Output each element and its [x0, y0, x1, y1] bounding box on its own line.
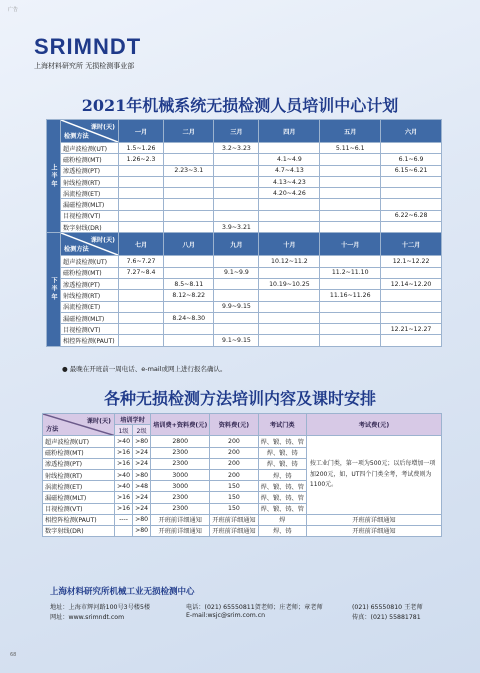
method-name: 涡流检测(ET): [61, 188, 119, 199]
corner-bottom-label: 检测方法: [64, 133, 89, 140]
date-range-cell: [164, 176, 214, 187]
date-range-cell: 6.15~6.21: [381, 165, 442, 176]
date-range-cell: [214, 290, 259, 301]
material-fee-header: 资料费(元): [210, 414, 258, 436]
material-fee: 200: [210, 469, 258, 480]
training-fee: 2800: [151, 436, 210, 447]
date-range-cell: [164, 335, 214, 346]
date-range-cell: 11.16~11.26: [320, 290, 381, 301]
method-name: 超声波检测(UT): [61, 256, 119, 267]
date-range-cell: [119, 324, 164, 335]
date-range-cell: [259, 290, 320, 301]
table-row: [47, 278, 442, 289]
month-header: 三月: [214, 120, 259, 143]
table-row: [47, 290, 442, 301]
date-range-cell: [320, 199, 381, 210]
training-fee: 2300: [151, 503, 210, 514]
table-row: [47, 210, 442, 221]
date-range-cell: [214, 165, 259, 176]
date-range-cell: [381, 199, 442, 210]
corner-top-label: 课时(天): [90, 237, 115, 245]
table-row: [47, 165, 442, 176]
level2-hours: >48: [133, 481, 151, 492]
date-range-cell: [259, 324, 320, 335]
level1-hours: >16: [115, 447, 133, 458]
method-name: 射线检测(RT): [61, 176, 119, 187]
level2-hours: >24: [133, 447, 151, 458]
corner-header: [43, 414, 115, 436]
date-range-cell: [381, 290, 442, 301]
schedule-header-row: [47, 233, 442, 256]
training-fee: 3000: [151, 481, 210, 492]
method-name: 磁粉检测(MT): [61, 267, 119, 278]
table-row: [47, 335, 442, 346]
course-fee-table: [42, 413, 442, 537]
method-name: 射线检测(RT): [61, 290, 119, 301]
exam-category: 焊、锻、铸、管: [258, 492, 306, 503]
date-range-cell: [119, 188, 164, 199]
date-range-cell: 12.14~12.20: [381, 278, 442, 289]
date-range-cell: 3.2~3.23: [214, 143, 259, 154]
date-range-cell: [164, 256, 214, 267]
training-fee-header: 培训费+资料费(元): [151, 414, 210, 436]
date-range-cell: [320, 301, 381, 312]
logo: [34, 34, 141, 71]
level1-hours: [115, 525, 133, 536]
date-range-cell: [164, 301, 214, 312]
corner-header: [61, 233, 119, 256]
date-range-cell: [320, 278, 381, 289]
level1-hours: >40: [115, 481, 133, 492]
exam-fee-note: 按工业门类，第一项为500元；以后每增加一项加200元，如，UT四个门类全考，考试费则为1100元。: [306, 436, 441, 514]
method-name: 漏磁检测(MLT): [61, 199, 119, 210]
date-range-cell: 2.23~3.1: [164, 165, 214, 176]
date-range-cell: 10.19~10.25: [259, 278, 320, 289]
method-name: 目视检测(VT): [61, 324, 119, 335]
training-fee: 3000: [151, 469, 210, 480]
month-header: 十二月: [381, 233, 442, 256]
corner-top-label: 课时(天): [86, 418, 111, 425]
table-row: [43, 436, 442, 447]
date-range-cell: 10.12~11.2: [259, 256, 320, 267]
date-range-cell: 4.7~4.13: [259, 165, 320, 176]
table-row: [47, 176, 442, 187]
method-name: 渗透检测(PT): [43, 458, 115, 469]
exam-category: 焊: [258, 514, 306, 525]
material-fee: 200: [210, 436, 258, 447]
exam-category: 焊、锻、铸、管: [258, 481, 306, 492]
date-range-cell: [164, 222, 214, 233]
level2-hours: >24: [133, 503, 151, 514]
page-title: 2021年机械系统无损检测人员培训中心计划: [81, 96, 399, 115]
date-range-cell: 12.21~12.27: [381, 324, 442, 335]
date-range-cell: 8.5~8.11: [164, 278, 214, 289]
date-range-cell: [320, 154, 381, 165]
corner-bottom-label: 检测方法: [64, 246, 89, 254]
date-range-cell: 8.24~8.30: [164, 312, 214, 323]
level2-hours: >24: [133, 492, 151, 503]
date-range-cell: [164, 210, 214, 221]
table-row: [43, 514, 442, 525]
material-fee: 150: [210, 492, 258, 503]
date-range-cell: 6.22~6.28: [381, 210, 442, 221]
level2-hours: >24: [133, 458, 151, 469]
exam-category: 焊、锻、铸: [258, 447, 306, 458]
method-name: 漏磁检测(MLT): [43, 492, 115, 503]
method-name: 目视检测(VT): [43, 503, 115, 514]
date-range-cell: [381, 312, 442, 323]
date-range-cell: 7.27~8.4: [119, 267, 164, 278]
level2-hours: >80: [133, 514, 151, 525]
date-range-cell: [214, 176, 259, 187]
date-range-cell: [164, 188, 214, 199]
exam-category: 焊、铸: [258, 469, 306, 480]
table-row: [47, 199, 442, 210]
date-range-cell: [164, 199, 214, 210]
date-range-cell: [320, 256, 381, 267]
training-fee: 2300: [151, 492, 210, 503]
exam-category: 焊、锻、铸: [258, 458, 306, 469]
date-range-cell: [259, 222, 320, 233]
training-hours-header: 培训学时: [115, 414, 151, 425]
method-name: 渗透检测(PT): [61, 165, 119, 176]
date-range-cell: [259, 199, 320, 210]
date-range-cell: [119, 312, 164, 323]
date-range-cell: 4.1~4.9: [259, 154, 320, 165]
date-range-cell: 11.2~11.10: [320, 267, 381, 278]
month-header: 一月: [119, 120, 164, 143]
method-name: 超声波检测(UT): [61, 143, 119, 154]
footer-website: 网址：www.srimndt.com: [50, 614, 125, 621]
material-fee: 150: [210, 503, 258, 514]
material-fee: 开班前详细通知: [210, 514, 258, 525]
method-name: 涡流检测(ET): [43, 481, 115, 492]
date-range-cell: [381, 267, 442, 278]
method-name: 目视检测(VT): [61, 210, 119, 221]
exam-fee-header: 考试费(元): [306, 414, 441, 436]
date-range-cell: 1.5~1.26: [119, 143, 164, 154]
table-row: [47, 143, 442, 154]
level1-hours: >40: [115, 469, 133, 480]
logo-subtitle: 上海材料研究所 无损检测事业部: [34, 62, 135, 70]
date-range-cell: [320, 165, 381, 176]
date-range-cell: 8.12~8.22: [164, 290, 214, 301]
level2-hours: >80: [133, 469, 151, 480]
corner-top-label: 课时(天): [90, 124, 115, 131]
method-name: 射线检测(RT): [43, 469, 115, 480]
course-header-row: [43, 414, 442, 425]
date-range-cell: [214, 256, 259, 267]
date-range-cell: 9.1~9.15: [214, 335, 259, 346]
month-header: 八月: [164, 233, 214, 256]
training-fee: 2300: [151, 458, 210, 469]
date-range-cell: [214, 188, 259, 199]
month-header: 十一月: [320, 233, 381, 256]
date-range-cell: 4.20~4.26: [259, 188, 320, 199]
method-name: 相控阵检测(PAUT): [61, 335, 119, 346]
material-fee: 200: [210, 458, 258, 469]
date-range-cell: 7.6~7.27: [119, 256, 164, 267]
page-number: 68: [10, 652, 17, 658]
level2-hours: >80: [133, 436, 151, 447]
material-fee: 200: [210, 447, 258, 458]
date-range-cell: [320, 188, 381, 199]
method-name: 涡流检测(ET): [61, 301, 119, 312]
date-range-cell: [119, 301, 164, 312]
date-range-cell: 9.1~9.9: [214, 267, 259, 278]
method-name: 相控阵检测(PAUT): [43, 514, 115, 525]
month-header: 二月: [164, 120, 214, 143]
date-range-cell: [214, 312, 259, 323]
level1-hours: >16: [115, 458, 133, 469]
ad-tag: 广告: [8, 7, 19, 13]
schedule-header-row: [47, 120, 442, 143]
footer-email: E-mail:wsjc@srim.com.cn: [186, 612, 266, 619]
date-range-cell: [320, 324, 381, 335]
date-range-cell: [320, 312, 381, 323]
date-range-cell: [214, 278, 259, 289]
level1-hours: ----: [115, 514, 133, 525]
date-range-cell: [259, 267, 320, 278]
month-header: 九月: [214, 233, 259, 256]
training-schedule-table: [46, 119, 442, 347]
date-range-cell: [119, 222, 164, 233]
date-range-cell: [259, 312, 320, 323]
material-fee: 开班前详细通知: [210, 525, 258, 536]
table-row: [47, 267, 442, 278]
date-range-cell: 12.1~12.22: [381, 256, 442, 267]
method-name: 磁粉检测(MT): [61, 154, 119, 165]
level2-header: 2级: [133, 425, 151, 436]
footer-fax: 传真：(021) 55881781: [352, 614, 421, 621]
date-range-cell: [214, 210, 259, 221]
date-range-cell: [164, 154, 214, 165]
table-row: [43, 525, 442, 536]
method-name: 渗透检测(PT): [61, 278, 119, 289]
date-range-cell: 9.9~9.15: [214, 301, 259, 312]
footer-address: 地址：上海市辉河路100号3号楼5楼: [50, 604, 151, 611]
date-range-cell: [119, 335, 164, 346]
table-row: [47, 222, 442, 233]
date-range-cell: [259, 301, 320, 312]
date-range-cell: [119, 176, 164, 187]
date-range-cell: [320, 210, 381, 221]
logo-wordmark: SRIMNDT: [34, 34, 142, 59]
method-name: 漏磁检测(MLT): [61, 312, 119, 323]
training-fee: 开班前详细通知: [151, 525, 210, 536]
date-range-cell: [381, 188, 442, 199]
table-row: [47, 301, 442, 312]
exam-fee: 开班前详细通知: [306, 525, 441, 536]
date-range-cell: [381, 176, 442, 187]
method-name: 数字射线(DR): [43, 525, 115, 536]
date-range-cell: [119, 165, 164, 176]
date-range-cell: [320, 176, 381, 187]
table-row: [47, 154, 442, 165]
date-range-cell: 6.1~6.9: [381, 154, 442, 165]
training-fee: 开班前详细通知: [151, 514, 210, 525]
date-range-cell: [119, 210, 164, 221]
training-fee: 2300: [151, 447, 210, 458]
month-header: 六月: [381, 120, 442, 143]
footer-phone: 电话：(021) 65550811贺老师；庄老师；章老师: [186, 604, 323, 611]
exam-category: 焊、铸: [258, 525, 306, 536]
exam-fee: 开班前详细通知: [306, 514, 441, 525]
exam-category-header: 考试门类: [258, 414, 306, 436]
level2-hours: >80: [133, 525, 151, 536]
table-row: [47, 312, 442, 323]
date-range-cell: 1.26~2.3: [119, 154, 164, 165]
level1-header: 1级: [115, 425, 133, 436]
date-range-cell: [259, 143, 320, 154]
date-range-cell: [320, 335, 381, 346]
table-row: [47, 256, 442, 267]
level1-hours: >40: [115, 436, 133, 447]
level1-hours: >16: [115, 492, 133, 503]
date-range-cell: [214, 199, 259, 210]
date-range-cell: [119, 278, 164, 289]
material-fee: 150: [210, 481, 258, 492]
month-header: 十月: [259, 233, 320, 256]
month-header: 五月: [320, 120, 381, 143]
date-range-cell: [164, 267, 214, 278]
date-range-cell: [164, 143, 214, 154]
method-name: 磁粉检测(MT): [43, 447, 115, 458]
exam-category: 焊、锻、铸、管: [258, 436, 306, 447]
date-range-cell: [164, 324, 214, 335]
method-name: 超声波检测(UT): [43, 436, 115, 447]
date-range-cell: [381, 335, 442, 346]
month-header: 七月: [119, 233, 164, 256]
date-range-cell: [381, 301, 442, 312]
date-range-cell: 3.9~3.21: [214, 222, 259, 233]
half-year-label: 下半年: [47, 233, 61, 346]
half-year-label: 上半年: [47, 120, 61, 233]
date-range-cell: [381, 222, 442, 233]
date-range-cell: [259, 210, 320, 221]
method-name: 数字射线(DR): [61, 222, 119, 233]
date-range-cell: [119, 199, 164, 210]
corner-header: [61, 120, 119, 143]
date-range-cell: 4.13~4.23: [259, 176, 320, 187]
table-row: [47, 324, 442, 335]
level1-hours: >16: [115, 503, 133, 514]
date-range-cell: 5.11~6.1: [320, 143, 381, 154]
footer-phone2: (021) 65550810 王老师: [352, 604, 423, 611]
footer-title: 上海材料研究所机械工业无损检测中心: [50, 587, 195, 597]
date-range-cell: [320, 222, 381, 233]
course-section-title: 各种无损检测方法培训内容及课时安排: [103, 389, 376, 408]
date-range-cell: [381, 143, 442, 154]
date-range-cell: [259, 335, 320, 346]
date-range-cell: [119, 290, 164, 301]
registration-note: ● 最晚在开班前一周电话、e-mail或网上进行报名确认。: [62, 365, 227, 373]
month-header: 四月: [259, 120, 320, 143]
exam-category: 焊、锻、铸、管: [258, 503, 306, 514]
table-row: [47, 188, 442, 199]
date-range-cell: [214, 324, 259, 335]
date-range-cell: [214, 154, 259, 165]
corner-bottom-label: 方法: [46, 426, 59, 434]
